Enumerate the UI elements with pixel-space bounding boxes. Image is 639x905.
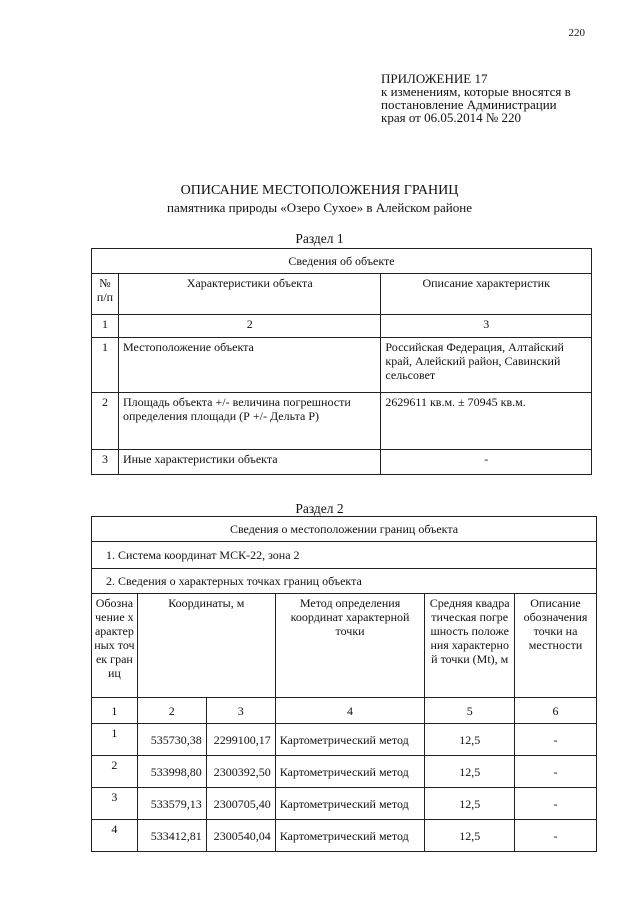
table-row <box>92 450 592 475</box>
appendix-line-2: к изменениям, которые вносятся в <box>381 84 571 99</box>
header-error: Средняя квадратическая погрешность положения характерной точки (Mt), м <box>425 594 515 698</box>
point-method: Картометрический метод <box>275 756 425 788</box>
point-error: 12,5 <box>425 756 515 788</box>
point-error: 12,5 <box>425 820 515 852</box>
col-number-1: 1 <box>92 698 138 724</box>
row-number: 2 <box>92 393 119 450</box>
col-number-3: 3 <box>381 315 592 338</box>
row-number: 3 <box>92 450 119 475</box>
coordinate-x: 535730,38 <box>137 724 206 756</box>
section2-table <box>91 516 597 852</box>
row-description: - <box>381 450 592 475</box>
header-number: № п/п <box>92 274 119 315</box>
row-characteristic: Иные характеристики объекта <box>118 450 380 475</box>
point-number: 2 <box>92 756 138 788</box>
document-title: ОПИСАНИЕ МЕСТОПОЛОЖЕНИЯ ГРАНИЦ <box>180 183 459 198</box>
appendix-block <box>381 72 571 124</box>
coordinate-y: 2300392,50 <box>206 756 275 788</box>
point-description: - <box>515 788 597 820</box>
col-number-1: 1 <box>92 315 119 338</box>
header-description: Описание характеристик <box>381 274 592 315</box>
coordinate-y: 2300705,40 <box>206 788 275 820</box>
header-coordinates: Координаты, м <box>137 594 275 698</box>
coordinate-y: 2300540,04 <box>206 820 275 852</box>
point-description: - <box>515 820 597 852</box>
col-number-4: 4 <box>275 698 425 724</box>
row-number: 1 <box>92 338 119 393</box>
table-row <box>92 338 592 393</box>
point-error: 12,5 <box>425 724 515 756</box>
appendix-line-4: края от 06.05.2014 № 220 <box>381 110 521 125</box>
coordinate-y: 2299100,17 <box>206 724 275 756</box>
coordinate-x: 533412,81 <box>137 820 206 852</box>
page-number: 220 <box>568 27 585 39</box>
col-number-5: 5 <box>425 698 515 724</box>
row-characteristic: Местоположение объекта <box>118 338 380 393</box>
row-description: 2629611 кв.м. ± 70945 кв.м. <box>381 393 592 450</box>
table-row <box>92 393 592 450</box>
header-point-description: Описание обозначения точки на местности <box>515 594 597 698</box>
header-point: Обозначение характерных точек границ <box>92 594 138 698</box>
table-row <box>92 724 597 756</box>
appendix-line-3: постановление Администрации <box>381 97 557 112</box>
appendix-line-1: ПРИЛОЖЕНИЕ 17 <box>381 71 488 86</box>
point-method: Картометрический метод <box>275 820 425 852</box>
col-number-2: 2 <box>118 315 380 338</box>
points-caption: 2. Сведения о характерных точках границ объекта <box>92 569 597 594</box>
point-description: - <box>515 724 597 756</box>
table-row <box>92 820 597 852</box>
coordinate-x: 533998,80 <box>137 756 206 788</box>
col-number-6: 6 <box>515 698 597 724</box>
coordinate-system: 1. Система координат МСК-22, зона 2 <box>92 542 597 569</box>
point-number: 1 <box>92 724 138 756</box>
row-description: Российская Федерация, Алтайский край, Алейский район, Савинский сельсовет <box>381 338 592 393</box>
header-method: Метод определения координат характерной точки <box>275 594 425 698</box>
section1-table <box>91 248 592 475</box>
col-number-2: 2 <box>137 698 206 724</box>
point-method: Картометрический метод <box>275 724 425 756</box>
section1-caption: Сведения об объекте <box>92 249 592 274</box>
section2-label: Раздел 2 <box>295 501 344 516</box>
point-number: 4 <box>92 820 138 852</box>
section2-caption: Сведения о местоположении границ объекта <box>92 517 597 542</box>
point-number: 3 <box>92 788 138 820</box>
header-characteristics: Характеристики объекта <box>118 274 380 315</box>
col-number-3: 3 <box>206 698 275 724</box>
point-error: 12,5 <box>425 788 515 820</box>
row-characteristic: Площадь объекта +/- величина погрешности определения площади (Р +/- Дельта Р) <box>118 393 380 450</box>
coordinate-x: 533579,13 <box>137 788 206 820</box>
point-method: Картометрический метод <box>275 788 425 820</box>
table-row <box>92 756 597 788</box>
table-row <box>92 788 597 820</box>
document-subtitle: памятника природы «Озеро Сухое» в Алейском районе <box>167 200 472 215</box>
section1-label: Раздел 1 <box>295 231 344 246</box>
point-description: - <box>515 756 597 788</box>
